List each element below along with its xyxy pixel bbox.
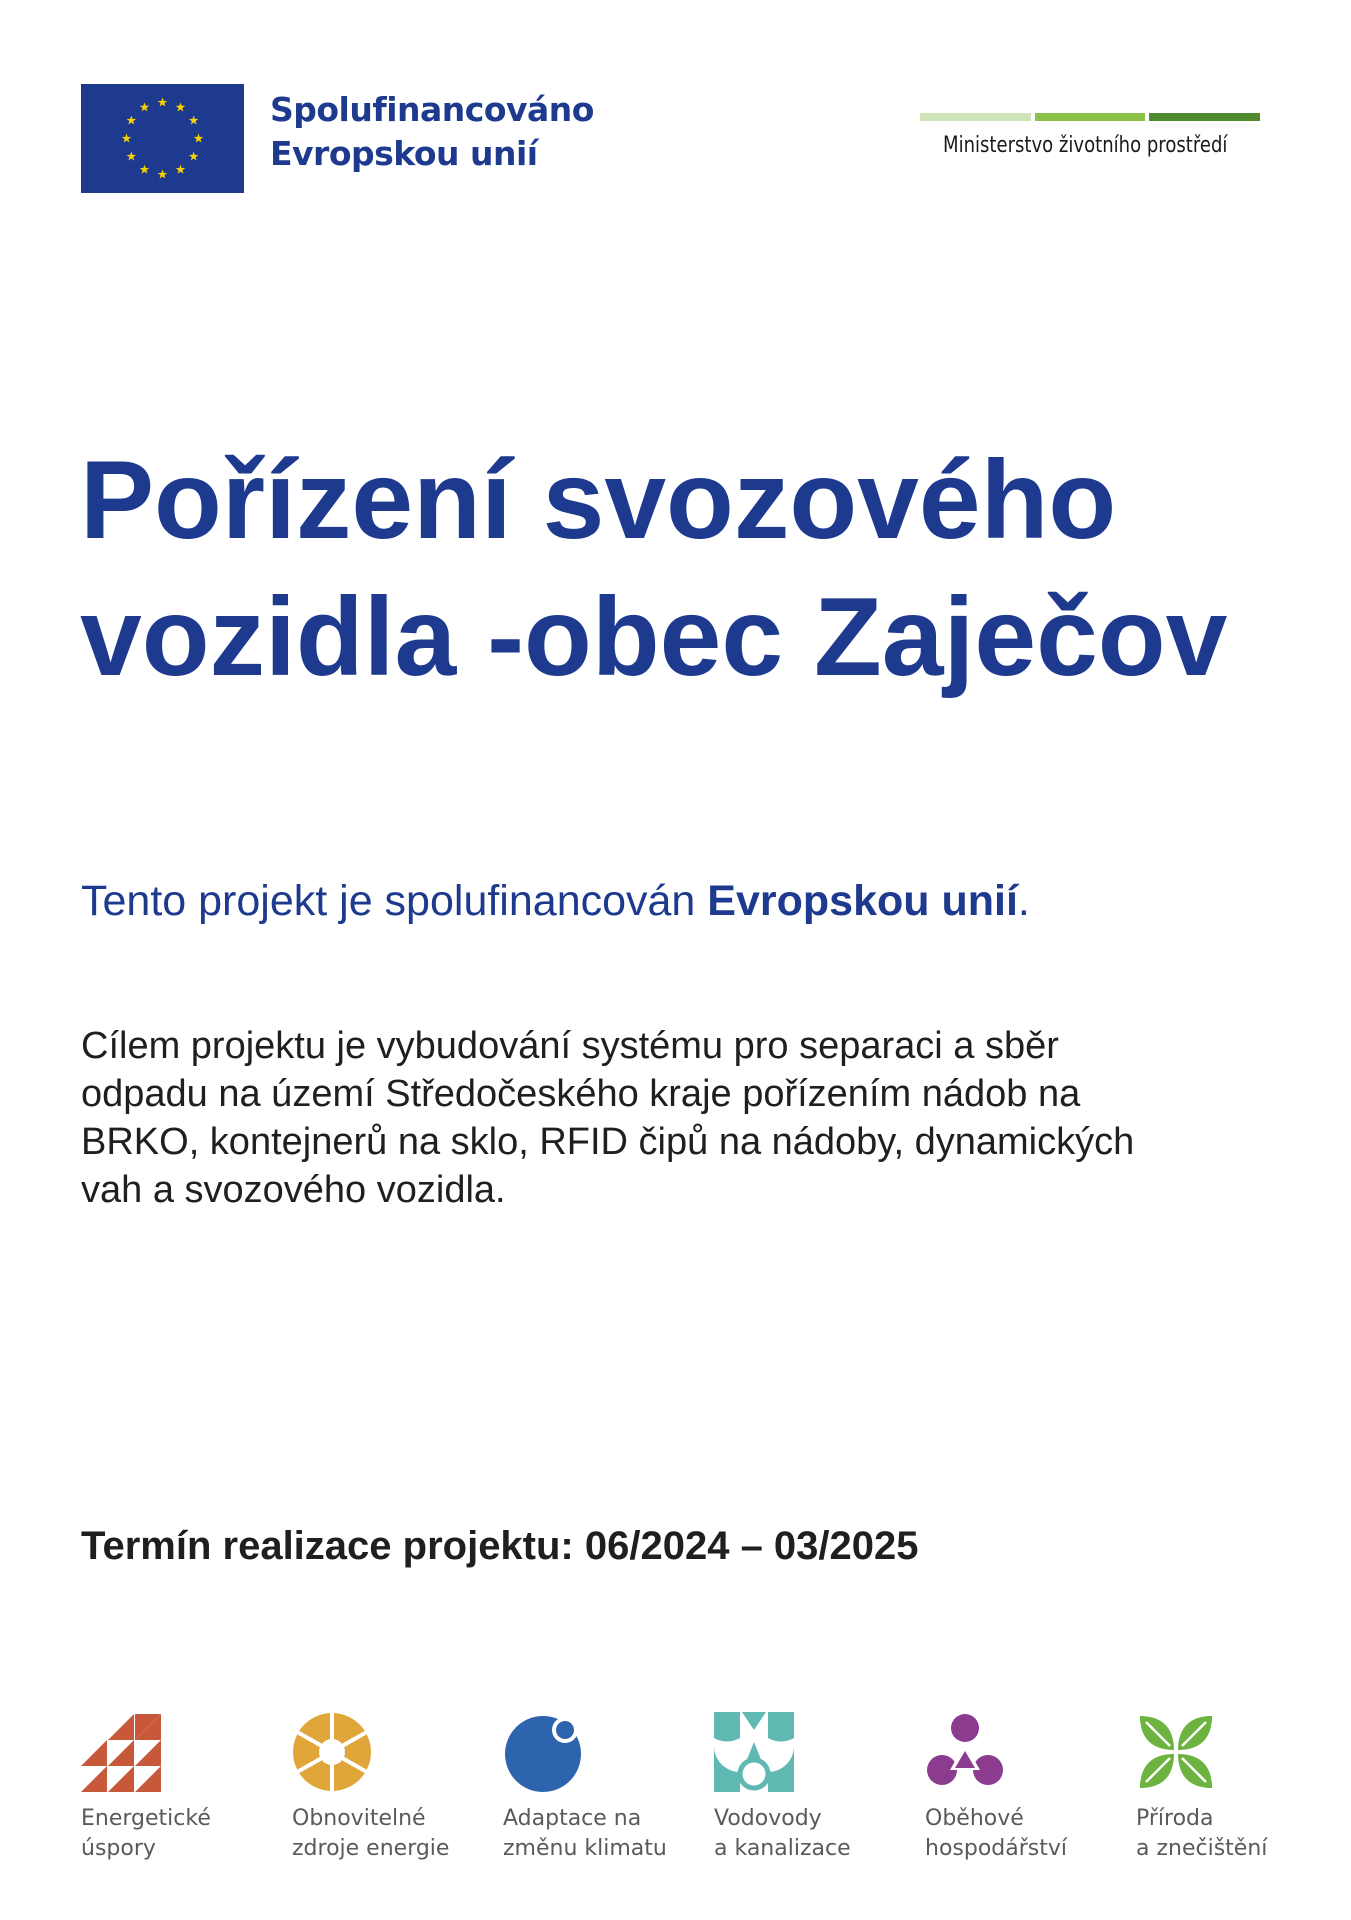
ministry-logo-bars bbox=[920, 113, 1260, 121]
icon-label-climate-adaptation bbox=[503, 1804, 703, 1864]
icon-label-line-1: Oběhové bbox=[925, 1806, 1024, 1831]
icon-renewable-energy bbox=[292, 1712, 492, 1864]
nature-pollution-icon bbox=[1136, 1712, 1216, 1792]
cofinancing-statement bbox=[81, 877, 1030, 926]
ministry-bar-1 bbox=[920, 113, 1031, 121]
water-sewage-icon bbox=[714, 1712, 794, 1792]
eu-text-line-1: Spolufinancováno bbox=[270, 90, 594, 129]
eu-cofinanced-text bbox=[270, 88, 594, 176]
icon-label-line-2: hospodářství bbox=[925, 1836, 1068, 1861]
ministry-name: Ministerstvo životního prostředí bbox=[943, 133, 1228, 158]
icon-label-line-1: Vodovody bbox=[714, 1806, 822, 1831]
icon-label-nature-pollution bbox=[1136, 1804, 1336, 1864]
icon-label-line-1: Adaptace na bbox=[503, 1806, 642, 1831]
icon-circular-economy bbox=[925, 1712, 1125, 1864]
project-term: Termín realizace projektu: 06/2024 – 03/2025 bbox=[81, 1524, 919, 1568]
icon-label-line-2: změnu klimatu bbox=[503, 1836, 667, 1861]
renewable-energy-icon bbox=[292, 1712, 372, 1792]
icon-label-line-2: úspory bbox=[81, 1836, 156, 1861]
project-goal bbox=[81, 1022, 1291, 1214]
climate-adaptation-icon bbox=[503, 1712, 583, 1792]
icon-label-energy-savings bbox=[81, 1804, 281, 1864]
icon-label-line-1: Obnovitelné bbox=[292, 1806, 426, 1831]
icon-label-line-1: Příroda bbox=[1136, 1806, 1214, 1831]
icon-label-line-1: Energetické bbox=[81, 1806, 211, 1831]
ministry-bar-2 bbox=[1035, 113, 1146, 121]
icon-label-line-2: zdroje energie bbox=[292, 1836, 450, 1861]
energy-savings-icon bbox=[81, 1712, 161, 1792]
title-line-2: vozidla -obec Zaječov bbox=[80, 575, 1228, 699]
icon-label-circular-economy bbox=[925, 1804, 1125, 1864]
icon-water-sewage bbox=[714, 1712, 914, 1864]
icon-nature-pollution bbox=[1136, 1712, 1336, 1864]
goal-line-3: BRKO, kontejnerů na sklo, RFID čipů na nádoby, dynamických bbox=[81, 1121, 1135, 1163]
icon-label-line-2: a kanalizace bbox=[714, 1836, 851, 1861]
cofinancing-prefix: Tento projekt je spolufinancován bbox=[81, 877, 708, 925]
title-line-1: Pořízení svozového bbox=[80, 438, 1117, 562]
cofinancing-emphasis: Evropskou unií bbox=[707, 877, 1018, 925]
circular-economy-icon bbox=[925, 1712, 1005, 1792]
icon-label-renewable-energy bbox=[292, 1804, 492, 1864]
icon-label-water-sewage bbox=[714, 1804, 914, 1864]
goal-line-2: odpadu na území Středočeského kraje pořízením nádob na bbox=[81, 1073, 1081, 1115]
icon-climate-adaptation bbox=[503, 1712, 703, 1864]
icon-label-line-2: a znečištění bbox=[1136, 1836, 1268, 1861]
goal-line-1: Cílem projektu je vybudování systému pro separaci a sběr bbox=[81, 1025, 1059, 1067]
ministry-bar-3 bbox=[1149, 113, 1260, 121]
eu-flag-icon bbox=[81, 84, 244, 193]
cofinancing-suffix: . bbox=[1017, 877, 1030, 925]
eu-text-line-2: Evropskou unií bbox=[270, 134, 538, 173]
goal-line-4: vah a svozového vozidla. bbox=[81, 1169, 506, 1211]
icon-energy-savings bbox=[81, 1712, 281, 1864]
page-title bbox=[80, 432, 1300, 706]
